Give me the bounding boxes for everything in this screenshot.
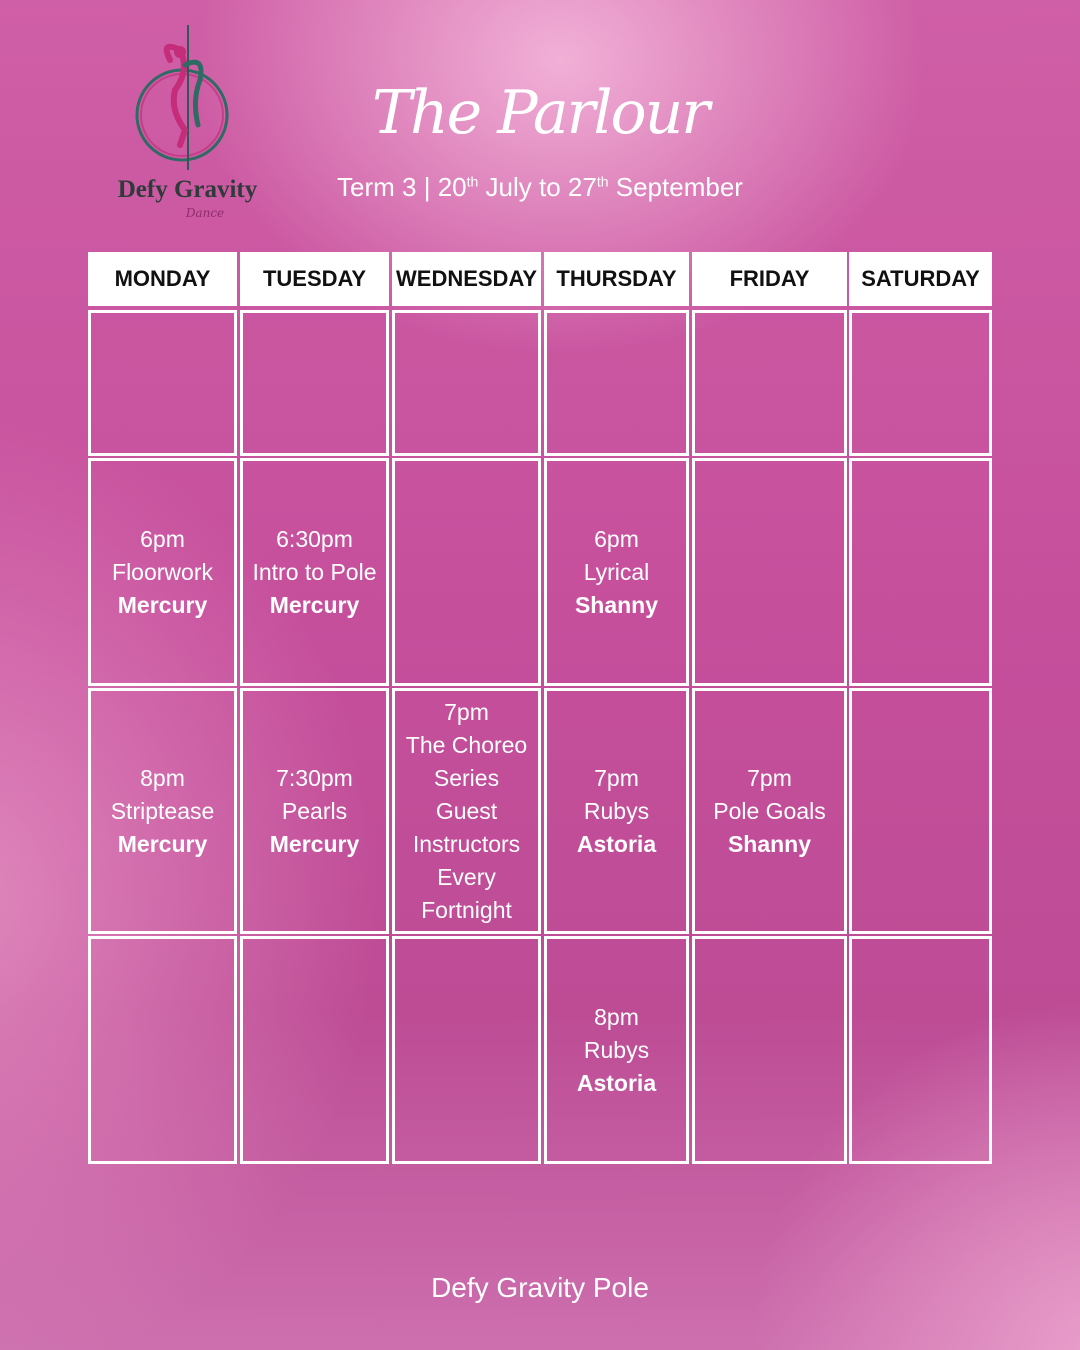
day-header-monday: MONDAY <box>88 252 237 306</box>
brand-name: Defy Gravity <box>117 176 258 203</box>
day-header-wednesday: WEDNESDAY <box>392 252 541 306</box>
empty-slot <box>544 310 689 456</box>
class-time: 8pm <box>594 1003 639 1030</box>
empty-slot <box>392 936 541 1164</box>
empty-slot <box>392 458 541 686</box>
class-instructor: Mercury <box>117 591 208 618</box>
class-name: Intro to Pole <box>252 558 377 585</box>
class-instructor: Mercury <box>269 591 360 618</box>
class-time: 7:30pm <box>276 764 353 791</box>
empty-slot <box>392 310 541 456</box>
empty-slot <box>849 458 992 686</box>
class-instructor: Shanny <box>574 591 659 618</box>
class-time: 7pm <box>444 698 489 725</box>
brand-logo <box>110 20 270 220</box>
class-slot <box>544 688 689 934</box>
ordinal-suffix: th <box>466 173 479 190</box>
class-instructor: Astoria <box>576 1069 657 1096</box>
empty-slot <box>849 688 992 934</box>
day-header-thursday: THURSDAY <box>544 252 689 306</box>
class-time: 6pm <box>140 525 185 552</box>
class-time: 7pm <box>594 764 639 791</box>
ordinal-suffix: th <box>596 173 609 190</box>
class-name: Guest <box>435 797 498 824</box>
brand-sub: Dance <box>185 206 225 220</box>
day-header-tuesday: TUESDAY <box>240 252 389 306</box>
class-name: Floorwork <box>112 558 213 585</box>
class-name: Rubys <box>583 1036 650 1063</box>
class-time: 6:30pm <box>276 525 353 552</box>
class-name: Pole Goals <box>713 797 826 824</box>
footer-text: Defy Gravity Pole <box>431 1272 649 1303</box>
empty-slot <box>88 310 237 456</box>
class-slot <box>240 688 389 934</box>
class-slot <box>544 936 689 1164</box>
day-header-friday: FRIDAY <box>692 252 847 306</box>
class-instructor: Mercury <box>269 830 360 857</box>
class-time: 7pm <box>747 764 792 791</box>
class-slot <box>88 458 237 686</box>
empty-slot <box>692 458 847 686</box>
empty-slot <box>240 936 389 1164</box>
class-slot <box>88 688 237 934</box>
class-name: Pearls <box>281 797 348 824</box>
empty-slot <box>692 936 847 1164</box>
class-name: Lyrical <box>583 558 650 585</box>
class-slot <box>392 688 541 934</box>
pole-dancer-icon <box>130 20 250 180</box>
term-prefix: Term 3 | 20 <box>337 172 467 202</box>
empty-slot <box>88 936 237 1164</box>
empty-slot <box>692 310 847 456</box>
class-name: Series <box>433 764 500 791</box>
day-header-saturday: SATURDAY <box>849 252 992 306</box>
class-time: 8pm <box>140 764 185 791</box>
class-slot <box>240 458 389 686</box>
class-time: 6pm <box>594 525 639 552</box>
class-instructor: Shanny <box>727 830 812 857</box>
class-name: Every <box>437 863 496 890</box>
class-instructor: Astoria <box>576 830 657 857</box>
class-name: The Choreo <box>405 731 528 758</box>
class-slot <box>692 688 847 934</box>
class-name: Rubys <box>583 797 650 824</box>
class-slot <box>544 458 689 686</box>
empty-slot <box>849 936 992 1164</box>
term-mid: July to 27 <box>478 172 597 202</box>
class-name: Fortnight <box>421 896 512 923</box>
class-name: Striptease <box>110 797 215 824</box>
term-suffix: September <box>608 172 743 202</box>
empty-slot <box>849 310 992 456</box>
page-title: The Parlour <box>371 78 708 148</box>
class-instructor: Mercury <box>117 830 208 857</box>
class-name: Instructors <box>412 830 521 857</box>
empty-slot <box>240 310 389 456</box>
term-subtitle <box>270 172 810 203</box>
